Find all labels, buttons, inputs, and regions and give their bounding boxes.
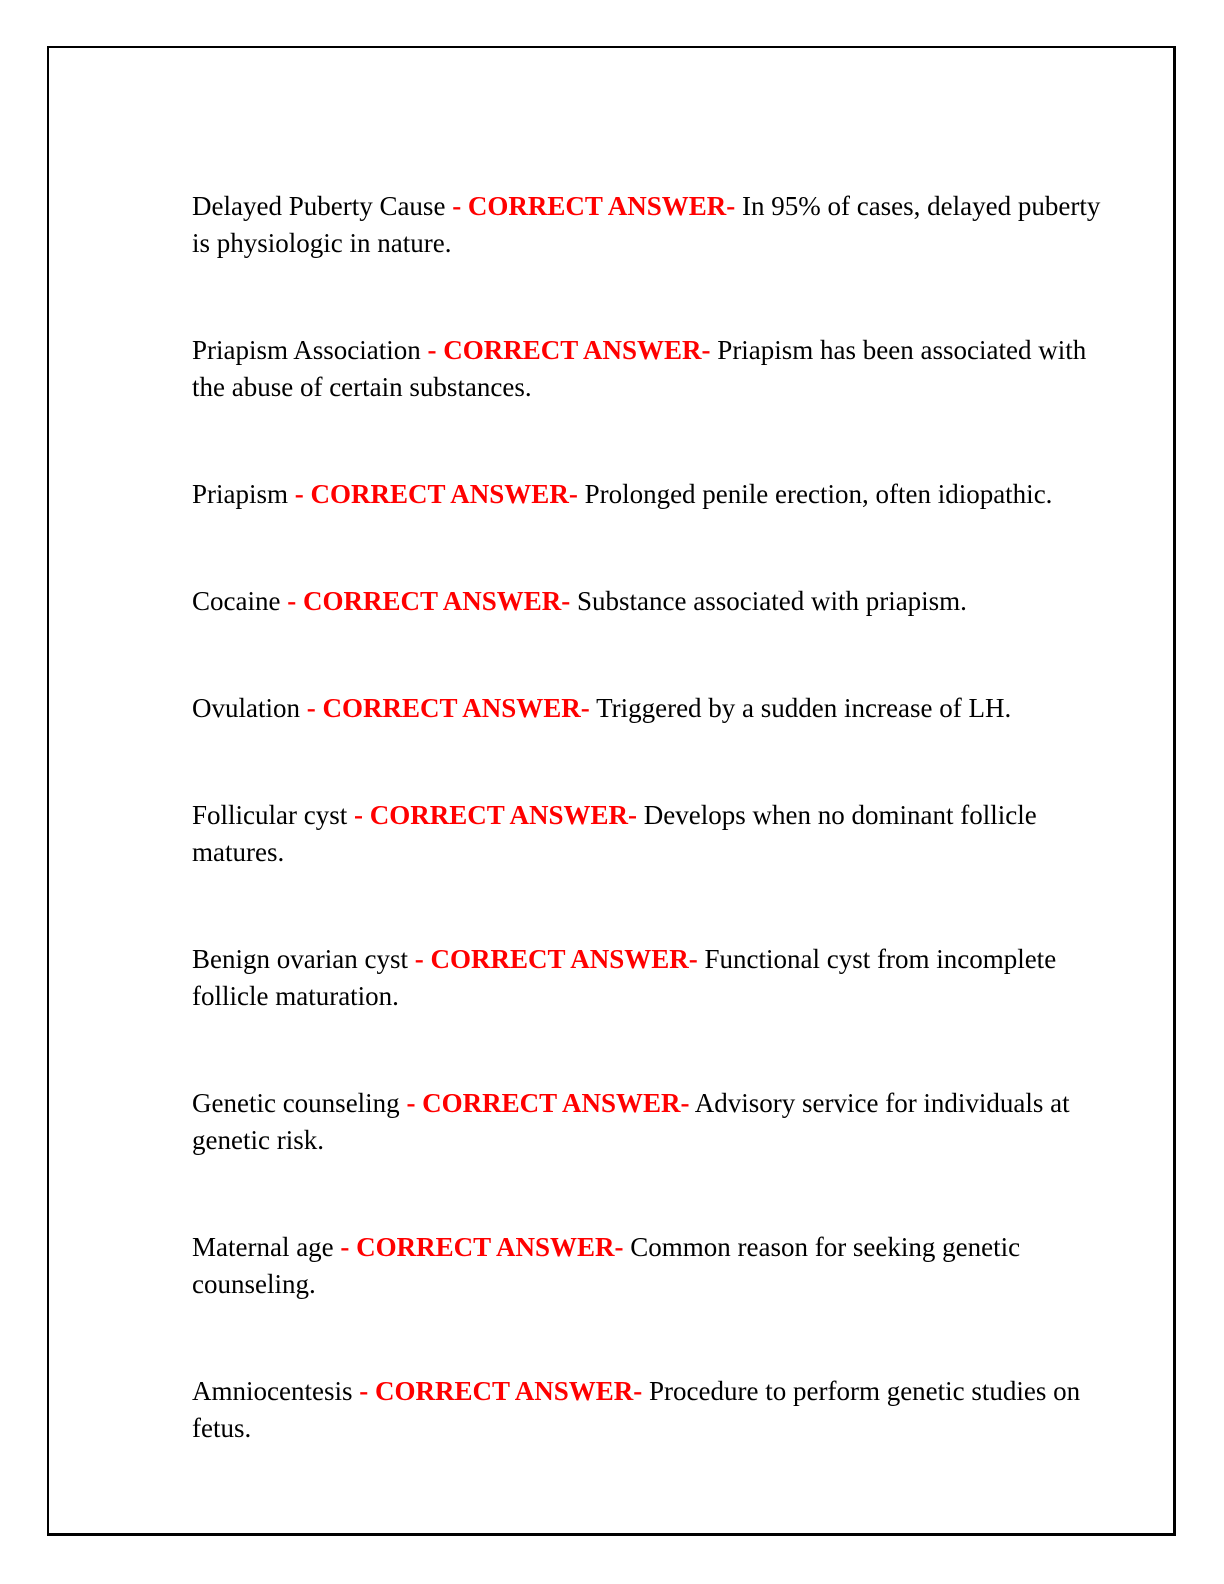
correct-answer-marker: - CORRECT ANSWER-: [287, 586, 571, 616]
marker-definition-separator: [735, 191, 742, 221]
term-marker-separator: [408, 944, 415, 974]
qa-entry: [192, 332, 1120, 406]
qa-entry: [192, 1373, 1120, 1447]
qa-term: Maternal age: [192, 1232, 334, 1262]
qa-entry: [192, 690, 1120, 727]
correct-answer-marker: - CORRECT ANSWER-: [427, 335, 711, 365]
correct-answer-marker: - CORRECT ANSWER-: [406, 1088, 690, 1118]
correct-answer-marker: - CORRECT ANSWER-: [306, 693, 590, 723]
qa-term: Priapism Association: [192, 335, 421, 365]
marker-definition-separator: [570, 586, 577, 616]
qa-term: Follicular cyst: [192, 800, 348, 830]
qa-term: Cocaine: [192, 586, 281, 616]
qa-entry: [192, 583, 1120, 620]
qa-definition: Prolonged penile erection, often idiopathic.: [584, 479, 1053, 509]
correct-answer-marker: - CORRECT ANSWER-: [294, 479, 578, 509]
qa-entry: [192, 1229, 1120, 1303]
qa-entry: [192, 797, 1120, 871]
term-marker-separator: [347, 800, 354, 830]
qa-term: Genetic counseling: [192, 1088, 400, 1118]
qa-term: Amniocentesis: [192, 1376, 353, 1406]
qa-definition: In 95% of cases, delayed puberty is physiologic in nature.: [192, 191, 1101, 258]
qa-definition: Advisory service for individuals at genetic risk.: [192, 1088, 1070, 1155]
qa-entry: [192, 476, 1120, 513]
qa-term: Benign ovarian cyst: [192, 944, 408, 974]
qa-term: Delayed Puberty Cause: [192, 191, 446, 221]
term-marker-separator: [300, 693, 307, 723]
qa-entry: [192, 941, 1120, 1015]
correct-answer-marker: - CORRECT ANSWER-: [359, 1376, 643, 1406]
marker-definition-separator: [578, 479, 585, 509]
qa-definition: Triggered by a sudden increase of LH.: [596, 693, 1012, 723]
term-marker-separator: [288, 479, 295, 509]
qa-entry: [192, 188, 1120, 262]
qa-list: [192, 188, 1120, 1517]
qa-term: Priapism: [192, 479, 289, 509]
qa-entry: [192, 1085, 1120, 1159]
correct-answer-marker: - CORRECT ANSWER-: [340, 1232, 624, 1262]
qa-definition: Common reason for seeking genetic counseling.: [192, 1232, 1021, 1299]
qa-definition: Priapism has been associated with the abuse of certain substances.: [192, 335, 1087, 402]
qa-definition: Functional cyst from incomplete follicle maturation.: [192, 944, 1057, 1011]
qa-definition: Develops when no dominant follicle matures.: [192, 800, 1037, 867]
correct-answer-marker: - CORRECT ANSWER-: [353, 800, 638, 830]
qa-term: Ovulation: [192, 693, 300, 723]
marker-definition-separator: [698, 944, 705, 974]
term-marker-separator: [421, 335, 428, 365]
qa-definition: Procedure to perform genetic studies on fetus.: [192, 1376, 1081, 1443]
marker-definition-separator: [637, 800, 644, 830]
correct-answer-marker: - CORRECT ANSWER-: [414, 944, 698, 974]
page-border: [47, 46, 1176, 1536]
correct-answer-marker: - CORRECT ANSWER-: [452, 191, 736, 221]
qa-definition: Substance associated with priapism.: [577, 586, 967, 616]
